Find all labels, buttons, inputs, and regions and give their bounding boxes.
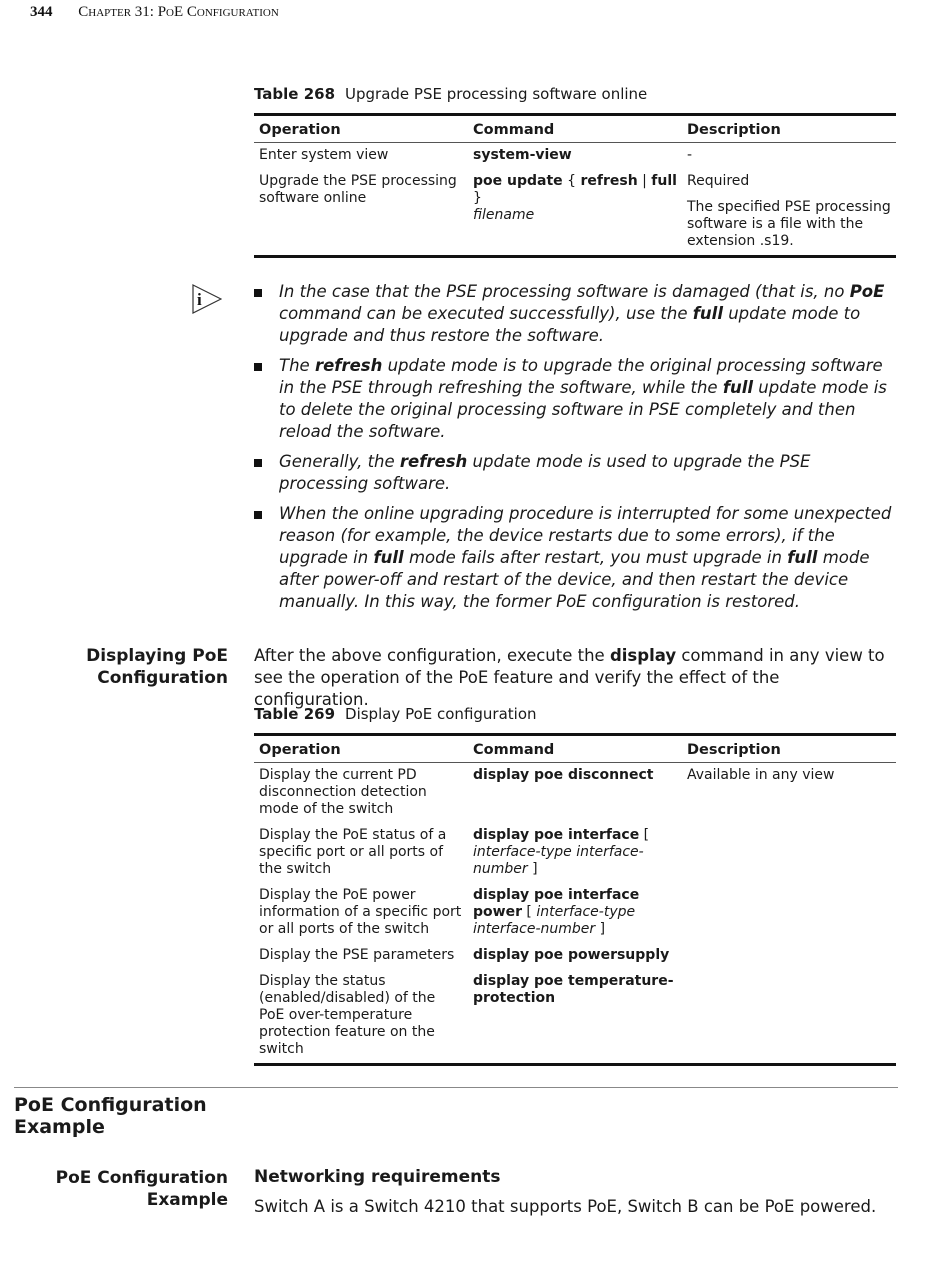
- info-note-icon: [192, 284, 222, 314]
- note-keyword: PoE: [849, 282, 885, 301]
- table-269-caption: [254, 705, 537, 723]
- list-item: [254, 355, 899, 443]
- cell-description: Available in any view: [687, 767, 835, 783]
- command-syntax: [: [521, 904, 537, 920]
- note-text: mode after power-off and restart of the device, and then restart the device manually. In this way, the former PoE configuration is restored.: [279, 548, 870, 611]
- command-keyword: display poe powersupply: [473, 947, 670, 963]
- command-syntax: ]: [527, 861, 538, 877]
- section-divider: [14, 1087, 898, 1088]
- note-keyword: full: [373, 548, 404, 567]
- header-operation: Operation: [254, 735, 468, 763]
- note-text: update mode is to delete the original processing software in PSE completely and then reload the software.: [279, 378, 887, 441]
- list-item: [254, 503, 899, 613]
- display-intro-paragraph: [254, 645, 899, 711]
- note-text: update mode to upgrade and thus restore the software.: [279, 304, 861, 345]
- command-keyword: display poe disconnect: [473, 767, 654, 783]
- list-item: [254, 451, 899, 495]
- bullet-icon: [254, 363, 262, 371]
- command-keyword: poe update: [473, 173, 563, 189]
- command-argument: filename: [473, 207, 535, 223]
- note-text: command can be executed successfully), use the: [279, 304, 693, 323]
- description-line: The specified PSE processing software is a file with the extension .s19.: [687, 199, 891, 249]
- note-text: update mode is to upgrade the original processing software in the PSE through refreshing the software, while the: [279, 356, 883, 397]
- command-keyword: display poe temperature-protection: [473, 973, 674, 1006]
- note-keyword: refresh: [399, 452, 468, 471]
- command-keyword: display: [609, 646, 677, 665]
- paragraph-text: command in any view to see the operation of the PoE feature and verify the effect of the configuration.: [254, 646, 885, 709]
- cell-description: [682, 969, 896, 1065]
- command-syntax: }: [473, 190, 482, 206]
- header-description: Description: [682, 115, 896, 143]
- table-row: [254, 969, 896, 1065]
- table-label: Table 268: [254, 85, 336, 103]
- page-header: [30, 4, 279, 21]
- section-heading-example: [56, 1167, 228, 1211]
- header-description: Description: [682, 735, 896, 763]
- note-text: Generally, the: [279, 452, 400, 471]
- command-syntax: [: [639, 827, 650, 843]
- cell-command: [468, 943, 682, 969]
- cell-description: [682, 883, 896, 943]
- cell-operation: Display the current PD disconnection detection mode of the switch: [259, 767, 427, 817]
- command-keyword: display poe interface power: [473, 887, 640, 920]
- cell-command: [468, 763, 682, 824]
- header-operation: Operation: [254, 115, 468, 143]
- major-heading-poe-example: [14, 1094, 207, 1138]
- table-caption-text: Upgrade PSE processing software online: [345, 85, 648, 103]
- header-command: Command: [468, 115, 682, 143]
- note-keyword: refresh: [314, 356, 383, 375]
- cell-operation: Display the status (enabled/disabled) of the PoE over-temperature protection feature on the switch: [254, 969, 468, 1065]
- note-text: When the online upgrading procedure is interrupted for some unexpected reason (for example, the device restarts due to some errors), if the upgrade in: [279, 504, 892, 567]
- table-caption-text: Display PoE configuration: [345, 705, 537, 723]
- section-heading-displaying: [86, 645, 228, 689]
- cell-description: [682, 943, 896, 969]
- command-argument: interface-type interface-number: [473, 844, 644, 877]
- table-268-caption: [254, 85, 647, 103]
- table-row: [254, 823, 896, 883]
- command-argument: interface-type interface-number: [473, 904, 636, 937]
- note-text: update mode is used to upgrade the PSE processing software.: [279, 452, 811, 493]
- header-command: Command: [468, 735, 682, 763]
- heading-line: Configuration: [97, 668, 228, 688]
- bullet-icon: [254, 459, 262, 467]
- example-paragraph: Switch A is a Switch 4210 that supports PoE, Switch B can be PoE powered.: [254, 1197, 877, 1216]
- note-keyword: full: [787, 548, 818, 567]
- note-keyword: full: [722, 378, 754, 397]
- command-syntax: |: [637, 173, 652, 189]
- note-list: [254, 281, 899, 621]
- command-keyword: system-view: [473, 147, 572, 163]
- heading-line: Example: [146, 1190, 228, 1210]
- cell-operation: Upgrade the PSE processing software online: [254, 169, 468, 257]
- command-syntax: ]: [595, 921, 606, 937]
- heading-line: Example: [14, 1116, 105, 1138]
- heading-line: PoE Configuration: [55, 1168, 228, 1188]
- cell-description: [682, 823, 896, 883]
- note-text: The: [279, 356, 315, 375]
- cell-operation: Display the PoE power information of a specific port or all ports of the switch: [259, 887, 462, 937]
- table-row: [254, 883, 896, 943]
- table-label: Table 269: [254, 705, 336, 723]
- table-row: [254, 943, 896, 969]
- cell-command: [468, 169, 682, 257]
- note-text: In the case that the PSE processing software is damaged (that is, no: [279, 282, 850, 301]
- cell-command: [468, 823, 682, 883]
- table-row: [254, 763, 896, 824]
- cell-command: [468, 143, 682, 170]
- table-header-row: [254, 115, 896, 143]
- chapter-title: Chapter 31: PoE Configuration: [78, 4, 279, 20]
- cell-operation: Enter system view: [259, 147, 389, 163]
- heading-line: Displaying PoE: [86, 646, 228, 666]
- heading-line: PoE Configuration: [14, 1094, 207, 1116]
- description-line: Required: [687, 173, 750, 189]
- table-row: [254, 143, 896, 170]
- subheading-networking-requirements: Networking requirements: [254, 1167, 501, 1187]
- table-269: [254, 733, 896, 1066]
- note-keyword: full: [692, 304, 723, 323]
- cell-operation: Display the PSE parameters: [259, 947, 455, 963]
- note-text: mode fails after restart, you must upgrade in: [403, 548, 788, 567]
- table-header-row: [254, 735, 896, 763]
- command-keyword: display poe interface: [473, 827, 640, 843]
- paragraph-text: After the above configuration, execute the: [254, 646, 610, 665]
- page-number: 344: [30, 4, 53, 20]
- list-item: [254, 281, 899, 347]
- command-keyword: full: [651, 173, 677, 189]
- cell-operation: Display the PoE status of a specific port or all ports of the switch: [259, 827, 447, 877]
- cell-command: [468, 883, 682, 943]
- cell-command: [468, 969, 682, 1065]
- bullet-icon: [254, 511, 262, 519]
- cell-description: -: [687, 147, 693, 163]
- command-keyword: refresh: [580, 173, 638, 189]
- bullet-icon: [254, 289, 262, 297]
- table-268: [254, 113, 896, 258]
- command-syntax: {: [562, 173, 581, 189]
- svg-text:i: i: [197, 290, 202, 309]
- table-row: [254, 169, 896, 257]
- cell-description: [682, 169, 896, 257]
